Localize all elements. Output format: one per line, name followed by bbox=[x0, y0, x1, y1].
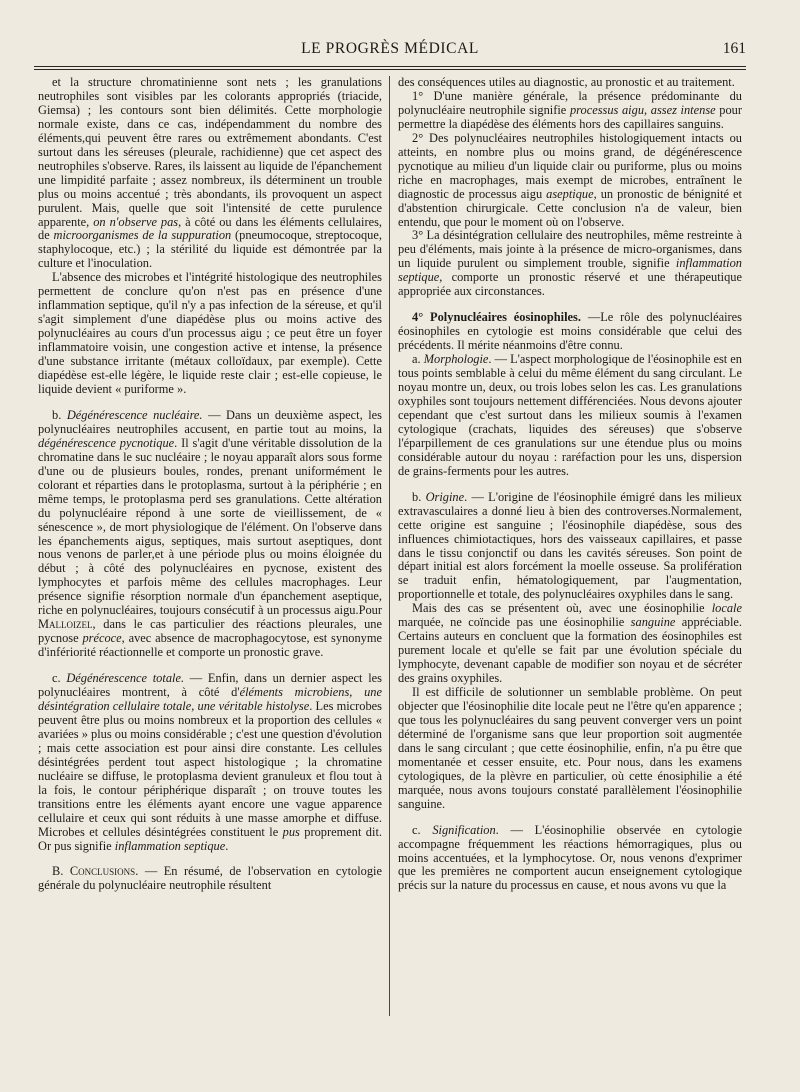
text-run: précoce bbox=[82, 631, 122, 646]
text-run: processus aigu, assez intense bbox=[569, 102, 716, 117]
text-run: . Les microbes peuvent être plus ou moins nombreux et la proportion des cellules « avariées » plus ou moins considérable ; c'est une question d'évolution ; mais cette association est pour ainsi dire constante. Les cellules désintégrées perdent tout aspect histologique ; la chromatine nucléaire se diffuse, le protoplasma devient granuleux et flou tout à la fois, le contour périphérique disparaît ; on trouve toutes les transitions entre les éléments ayant encore une vague apparence cellulaire et ceux qui sont réduits à une masse amorphe et diffuse. Microbes et cellules désintégrées constituent le bbox=[38, 698, 383, 839]
text-run: et la structure chromatinienne sont nets ; les granulations neutrophiles sont visibles par les colorants appropriés (triacide, Giemsa) ; les contours sont bien délimités. Cette morphologie normale existe, dans ce cas, indépendamment du nombre des éléments,qui peuvent être rares ou extrêmement abondants. C'est surtout dans les séreuses (pleurale, rachidienne) que cet aspect des neutrophiles s'observe. Rares, ils laissent au liquide de l'épanchement une limpidité parfaite ; assez nombreux, ils déterminent un trouble plus ou moins accentué ; très abondants, ils provoquent un aspect purulent. Mais, quelle que soit l'intensité de cette purulence apparente, bbox=[38, 75, 382, 229]
text-run: dégénérescence pycnotique bbox=[38, 435, 175, 450]
text-run: on n'observe pas bbox=[93, 214, 179, 229]
text-run: —Le rôle des polynucléaires éosinophiles en cytologie est moins considérable que celui des précédents. Il mérite néanmoins d'être connu. bbox=[398, 310, 742, 353]
text-run: 3° La désintégration cellulaire des neutrophiles, même restreinte à peu d'éléments, mais jointe à la présence de micro-organismes, dans un liquide purulent ou simplement trouble, signifie bbox=[398, 228, 742, 271]
paragraph bbox=[398, 602, 742, 686]
text-run: Signification bbox=[432, 822, 496, 837]
text-run: appréciable. Certains auteurs en concluent que la formation des éosinophiles est purement locale et qu'elle se fait par une évolution spéciale du lymphocyte, devenant capable de modifier son noyau et de sécréter des grains oxyphiles. bbox=[398, 615, 742, 686]
text-run: a. bbox=[412, 352, 424, 367]
text-run: locale bbox=[711, 601, 742, 616]
text-run: pour permettre la diapédèse des éléments hors des capillaires sanguins. bbox=[398, 102, 742, 131]
header-rule bbox=[34, 66, 746, 70]
text-run: microorganismes de la suppuration bbox=[53, 228, 232, 243]
text-run: Morphologie bbox=[423, 352, 489, 367]
text-run: . — L'éosinophilie observée en cytologie accompagne fréquemment les réactions hémorragiques, plus ou moins accentuées, et la lymphocytose. Or, nous venons d'exprimer que les premières ne comportent aucun enseignement cytologique précis sur la nature du processus en cause, et nous avons vu que la bbox=[398, 822, 742, 893]
paragraph bbox=[398, 686, 742, 812]
journal-title: LE PROGRÈS MÉDICAL bbox=[301, 40, 479, 57]
text-run: Conclusions bbox=[69, 864, 136, 879]
text-run: . — L'aspect morphologique de l'éosinophile est en tous points semblable à celui du même élément du sang circulant. Le noyau montre un, deux, ou trois lobes selon les cas. Les granulations oxyphiles sont toujours nettement différenciées. Nous devons ajouter cependant que c'est surtout dans les milieux soumis à l'examen cytologique (crachats, liquides des séreuses) que s'observe l'éparpillement de ces granulations sur une étendue plus ou moins considérable autour du noyau : raréfaction pour les uns, dispersion de grains-ferments pour les autres. bbox=[398, 352, 743, 478]
text-run: Dégénérescence totale. bbox=[66, 671, 185, 686]
paragraph bbox=[398, 90, 742, 132]
paragraph bbox=[38, 271, 382, 397]
text-run: . Il s'agit d'une véritable dissolution de la chromatine dans le suc nucléaire ; le noyau apparaît alors sous forme d'une ou de plusieurs boules, rondes, prenant uniformément le colorant et réparties dans le protoplasma, surtout à la périphérie ; en même temps, le protoplasma perd ses granulations. Cette altération du polynucléaire répond à une sorte de vieillissement, de « sénescence », de mort physiologique de l'élément. On l'observe dans les épanchements aigus, septiques, mais surtout aseptiques, dont nous venons de parler,et à une période plus ou moins éloignée du début ; à côté des polynucléaires en pycnose, existent des lymphocytes et parfois même des cellules macrophages. Leur présence signifie résorption normale d'un épanchement aseptique, riche en polynucléaires, toujours consécutif à un processus aigu.Pour bbox=[38, 435, 382, 618]
paragraph bbox=[38, 76, 382, 271]
text-run: , avec absence de macrophagocytose, est synonyme d'infériorité réactionnelle et comporte un pronostic grave. bbox=[38, 631, 382, 660]
text-run: , dans le cas particulier des réactions pleurales, une pycnose bbox=[38, 617, 382, 646]
paragraph bbox=[398, 824, 742, 894]
text-run: 1° D'une manière générale, la présence prédominante du polynucléaire neutrophile signifie bbox=[398, 88, 742, 117]
text-run: pus bbox=[282, 824, 300, 839]
text-run: . — L'origine de l'éosinophile émigré dans les milieux extravasculaires a donné lieu à bien des controverses.Normalement, cette origine est sanguine ; l'éosinophile diapédèse, sous des influences chimiotactiques, hors des vaisseaux capillaires, et passe dans le tissu conjonctif ou dans les cavités séreuses. Son point de départ initial est alors forcément la moelle osseuse. Sa prolifération se traduit enfin, hématologiquement, par l'augmentation, proportionnelle et totale, des polynucléaires oxyphiles dans le sang. bbox=[398, 489, 742, 602]
text-run: , comporte un pronostic réservé et une thérapeutique appropriée aux circonstances. bbox=[398, 270, 742, 299]
text-run: 4° Polynucléaires éosinophiles. bbox=[412, 310, 581, 325]
paragraph bbox=[398, 353, 742, 479]
text-run: proprement dit. Or pus signifie bbox=[38, 824, 382, 853]
paragraph bbox=[398, 491, 742, 603]
text-run: — Dans un deuxième aspect, les polynucléaires neutrophiles accusent, en partie tout au moins, la bbox=[38, 407, 382, 436]
text-run: — Enfin, dans un dernier aspect les polynucléaires montrent, à côté d' bbox=[38, 671, 382, 700]
paragraph bbox=[38, 409, 382, 660]
text-run: L'absence des microbes et l'intégrité histologique des neutrophiles permettent de conclure qu'on n'est pas en présence d'une inflammation septique, qu'il n'y a pas infection de la séreuse, et qu'il s'agit simplement d'une diapédèse plus ou moins active des polynucléaires au cours d'un processus aigu ; ce peut être un foyer inflammatoire voisin, une congestion active et intense, la présence d'une substance irritante (métaux colloïdaux, par exemple). Cette diapédèse est-elle légère, le liquide reste clair ; est-elle copieuse, le liquide devient « puriforme ». bbox=[38, 270, 382, 396]
text-run: inflammation septique bbox=[114, 838, 226, 853]
text-run: Malloizel bbox=[38, 617, 93, 632]
paragraph bbox=[398, 229, 742, 299]
text-run: Dégénérescence nucléaire. bbox=[66, 407, 203, 422]
right-column bbox=[398, 76, 742, 893]
paragraph bbox=[398, 132, 742, 230]
paragraph bbox=[38, 672, 382, 853]
text-run: marquée, ne coïncide pas une éosinophilie bbox=[398, 615, 631, 630]
running-header bbox=[34, 40, 746, 64]
text-run: c. bbox=[412, 822, 433, 837]
text-run: (pneumocoque, streptocoque, staphylocoque, etc.) ; la stérilité du liquide est démontrée par la culture et l'inoculation. bbox=[38, 228, 382, 271]
paragraph bbox=[398, 76, 742, 90]
text-run: B. bbox=[52, 864, 70, 879]
text-run: des conséquences utiles au diagnostic, au pronostic et au traitement. bbox=[398, 75, 735, 89]
text-run: inflammation septique bbox=[398, 256, 742, 285]
text-run: , un pronostic de bénignité et d'abstention chirurgicale. Cette conclusion n'a de valeur, bien entendu, que pour le moment où on l'observe. bbox=[398, 186, 742, 229]
text-run: éléments microbiens, une désintégration cellulaire totale, une véritable histolyse bbox=[38, 685, 382, 713]
text-run: Il est difficile de solutionner un semblable problème. On peut objecter que l'éosinophilie dite locale peut ne l'être qu'en apparence ; que tous les polynucléaires du sang peuvent converger vers un point déterminé de l'organisme sans que leur proportion soit augmentée dans le sang circulant ; que cette éosinophilie, enfin, n'a pu être que momentanée et cesser ensuite, etc. Pour nous, dans les examens cytologiques, de la plèvre en particulier, où cette énosiphilie a été marquée, nous avons toujours constaté parallèlement l'éosinophilie sanguine. bbox=[398, 685, 742, 811]
column-divider bbox=[389, 76, 390, 1016]
paragraph bbox=[398, 311, 742, 353]
text-run: Origine bbox=[425, 489, 465, 504]
text-run: c. bbox=[52, 671, 67, 686]
text-run: . bbox=[225, 838, 229, 853]
paragraph bbox=[38, 865, 382, 893]
text-run: b. bbox=[52, 407, 67, 422]
text-run: aseptique bbox=[546, 186, 594, 201]
text-run: 2° Des polynucléaires neutrophiles histologiquement intacts ou atteints, en nombre plus ou moins grand, de dégénérescence pycnotique au milieu d'un liquide clair ou puriforme, plus ou moins riche en macrophages, mais exempt de microbes, entraînent le diagnostic de processus aigu bbox=[398, 130, 742, 201]
text-run: . — En résumé, de l'observation en cytologie générale du polynucléaire neutrophile résultent bbox=[38, 864, 383, 893]
left-column bbox=[38, 76, 382, 893]
text-run: b. bbox=[412, 489, 426, 504]
text-run: , à côté ou dans les éléments cellulaires, de bbox=[38, 214, 382, 243]
page-number: 161 bbox=[722, 40, 746, 57]
text-run: sanguine bbox=[630, 615, 676, 630]
text-run: Mais des cas se présentent où, avec une éosinophilie bbox=[412, 601, 712, 616]
